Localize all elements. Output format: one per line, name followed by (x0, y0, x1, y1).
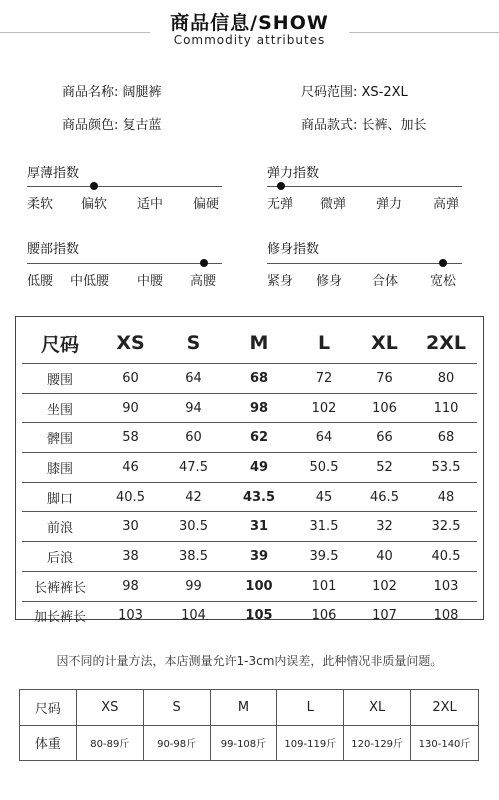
product-color-label: 商品颜色: (62, 118, 119, 133)
header-cell: XS (76, 690, 143, 726)
table-cell: 103 (118, 608, 143, 624)
row-label: 髀围 (22, 423, 98, 453)
table-cell: 109-119斤 (277, 725, 344, 761)
product-style-label: 商品款式: (301, 118, 358, 133)
table-cell: 43.5 (224, 482, 294, 512)
weight-table-header (20, 690, 479, 726)
header-cell: M (224, 323, 294, 364)
table-cell: 30.5 (163, 512, 224, 542)
size-table-frame (15, 316, 484, 626)
weight-table (19, 689, 479, 761)
waist-option: 中低腰 (70, 274, 110, 289)
table-cell: 38.5 (163, 542, 224, 572)
header-cell: 2XL (415, 323, 477, 364)
product-color (62, 114, 162, 133)
table-cell: 30 (98, 512, 163, 542)
table-cell: 90-98斤 (143, 725, 210, 761)
table-row (22, 393, 477, 423)
elasticity-option: 高弹 (433, 197, 460, 212)
table-row (22, 542, 477, 572)
weight-table-row (20, 725, 479, 761)
table-row (22, 512, 477, 542)
table-cell: 53.5 (415, 453, 477, 483)
elasticity-option: 微弹 (320, 197, 347, 212)
table-cell: 60 (163, 423, 224, 453)
waist-index-title: 腰部指数 (27, 242, 80, 257)
table-cell: 64 (163, 364, 224, 394)
table-cell: 46 (98, 453, 163, 483)
header-cell: M (210, 690, 277, 726)
table-cell: 31 (224, 512, 294, 542)
header-cell: 尺码 (22, 323, 98, 364)
waist-option: 中腰 (137, 274, 164, 289)
table-row (22, 423, 477, 453)
elasticity-index-track (267, 186, 462, 187)
table-cell: 47.5 (163, 453, 224, 483)
table-cell: 106 (311, 608, 337, 624)
table-cell: 39 (224, 542, 294, 572)
waist-option: 高腰 (190, 274, 217, 289)
row-label: 前浪 (22, 512, 98, 542)
fit-option: 紧身 (267, 274, 294, 289)
table-cell: 46.5 (354, 482, 415, 512)
table-cell: 50.5 (294, 453, 354, 483)
table-row (22, 482, 477, 512)
table-cell: 48 (415, 482, 477, 512)
header-cell: XL (354, 323, 415, 364)
table-cell: 66 (354, 423, 415, 453)
table-cell: 32.5 (415, 512, 477, 542)
header-cell: S (163, 323, 224, 364)
row-label: 坐围 (22, 393, 98, 423)
table-cell: 32 (354, 512, 415, 542)
table-cell: 38 (98, 542, 163, 572)
product-style (301, 114, 427, 133)
table-cell: 52 (354, 453, 415, 483)
table-cell: 49 (224, 453, 294, 483)
fit-index-track (267, 263, 462, 264)
header-cell: L (277, 690, 344, 726)
table-cell: 31.5 (294, 512, 354, 542)
waist-option: 低腰 (27, 274, 54, 289)
row-label: 脚口 (22, 482, 98, 512)
row-label: 体重 (20, 725, 77, 761)
table-cell: 68 (415, 423, 477, 453)
product-name-value: 阔腿裤 (122, 85, 162, 100)
table-cell: 98 (224, 393, 294, 423)
product-style-value: 长裤、加长 (361, 118, 427, 133)
table-cell: 40.5 (98, 482, 163, 512)
header-cell: XS (98, 323, 163, 364)
header-cell: XL (344, 690, 411, 726)
elasticity-option: 弹力 (376, 197, 403, 212)
table-cell: 80-89斤 (76, 725, 143, 761)
thickness-option: 偏软 (81, 197, 108, 212)
page-subtitle: Commodity attributes (173, 33, 326, 47)
table-cell: 62 (224, 423, 294, 453)
thickness-index-title: 厚薄指数 (27, 166, 80, 181)
waist-index-track (27, 263, 222, 264)
size-range-value: XS-2XL (361, 85, 408, 100)
waist-index-marker (200, 259, 208, 267)
table-cell: 120-129斤 (344, 725, 411, 761)
thickness-option: 适中 (137, 197, 164, 212)
thickness-index-track (27, 186, 222, 187)
size-table (22, 323, 477, 630)
table-row (22, 601, 477, 630)
fit-index-title: 修身指数 (267, 242, 320, 257)
table-cell: 60 (98, 364, 163, 394)
elasticity-option: 无弹 (267, 197, 294, 212)
table-cell: 45 (294, 482, 354, 512)
thickness-option: 偏硬 (193, 197, 220, 212)
table-cell: 99-108斤 (210, 725, 277, 761)
row-label: 腰围 (22, 364, 98, 394)
table-cell: 106 (354, 393, 415, 423)
table-row (22, 571, 477, 601)
header-cell: S (143, 690, 210, 726)
table-cell: 102 (294, 393, 354, 423)
table-cell: 102 (354, 571, 415, 601)
table-cell: 105 (245, 608, 273, 624)
elasticity-index-marker (277, 182, 285, 190)
table-cell: 64 (294, 423, 354, 453)
fit-option: 合体 (372, 274, 399, 289)
size-range-label: 尺码范围: (301, 85, 358, 100)
header-cell: L (294, 323, 354, 364)
row-label: 加长裤长 (33, 610, 86, 626)
header-cell: 2XL (411, 690, 479, 726)
product-name-label: 商品名称: (62, 85, 119, 100)
table-cell: 98 (98, 571, 163, 601)
product-color-value: 复古蓝 (122, 118, 162, 133)
size-table-header (22, 323, 477, 364)
fit-option: 宽松 (430, 274, 457, 289)
page-title: 商品信息/SHOW (170, 12, 329, 34)
table-cell: 68 (224, 364, 294, 394)
table-cell: 130-140斤 (411, 725, 479, 761)
product-name (62, 81, 162, 100)
table-row (22, 453, 477, 483)
thickness-option: 柔软 (27, 197, 54, 212)
table-cell: 99 (163, 571, 224, 601)
table-cell: 39.5 (294, 542, 354, 572)
table-cell: 108 (433, 608, 459, 624)
measurement-note: 因不同的计量方法，本店测量允许1-3cm内误差，此种情况非质量问题。 (56, 654, 443, 668)
table-row (22, 364, 477, 394)
table-cell: 104 (181, 608, 206, 624)
table-cell: 40.5 (415, 542, 477, 572)
table-cell: 58 (98, 423, 163, 453)
table-cell: 103 (415, 571, 477, 601)
elasticity-index-title: 弹力指数 (267, 166, 320, 181)
table-cell: 100 (224, 571, 294, 601)
table-cell: 80 (415, 364, 477, 394)
table-cell: 101 (294, 571, 354, 601)
table-cell: 40 (354, 542, 415, 572)
table-cell: 72 (294, 364, 354, 394)
table-cell: 42 (163, 482, 224, 512)
thickness-index-marker (90, 182, 98, 190)
row-label: 后浪 (22, 542, 98, 572)
table-cell: 76 (354, 364, 415, 394)
fit-option: 修身 (316, 274, 343, 289)
table-cell: 90 (98, 393, 163, 423)
table-cell: 107 (372, 608, 397, 624)
table-cell: 110 (415, 393, 477, 423)
size-range (301, 81, 408, 100)
table-cell: 94 (163, 393, 224, 423)
row-label: 膝围 (22, 453, 98, 483)
header-cell: 尺码 (20, 690, 77, 726)
row-label: 长裤裤长 (22, 571, 98, 601)
fit-index-marker (439, 259, 447, 267)
